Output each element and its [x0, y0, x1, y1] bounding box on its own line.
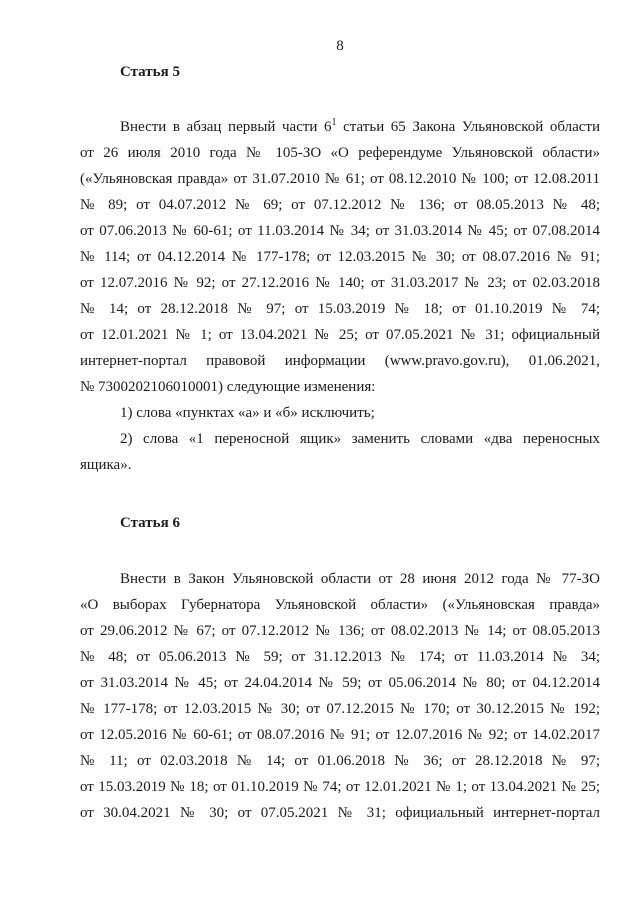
article-5-line-4: № 89; от 04.07.2012 № 69; от 07.12.2012 № 136; от 08.05.2013 № 48;: [80, 197, 600, 213]
article-5-line-7: от 12.07.2016 № 92; от 27.12.2016 № 140; от 31.03.2017 № 23; от 02.03.2018: [80, 275, 600, 291]
article-5-body: [80, 114, 600, 400]
article-5-heading: Статья 5: [120, 64, 180, 80]
article-6-line-3: от 29.06.2012 № 67; от 07.12.2012 № 136; от 08.02.2013 № 14; от 08.05.2013: [80, 623, 600, 639]
article-5-line-3: («Ульяновская правда» от 31.07.2010 № 61; от 08.12.2010 № 100; от 12.08.2011: [80, 171, 600, 187]
article-6-line-1: Внести в Закон Ульяновской области от 28 июня 2012 года № 77-ЗО: [120, 571, 600, 587]
article-6-line-2: «О выборах Губернатора Ульяновской области» («Ульяновская правда»: [80, 597, 600, 613]
article-5-line-5: от 07.06.2013 № 60-61; от 11.03.2014 № 34; от 31.03.2014 № 45; от 07.08.2014: [80, 223, 600, 239]
article-6-body: [80, 566, 600, 826]
article-6-line-10: от 30.04.2021 № 30; от 07.05.2021 № 31; официальный интернет-портал: [80, 805, 600, 821]
article-6-line-6: № 177-178; от 12.03.2015 № 30; от 07.12.2015 № 170; от 30.12.2015 № 192;: [80, 701, 600, 717]
article-5-line-8: № 14; от 28.12.2018 № 97; от 15.03.2019 № 18; от 01.10.2019 № 74;: [80, 301, 600, 317]
article-6-line-7: от 12.05.2016 № 60-61; от 08.07.2016 № 91; от 12.07.2016 № 92; от 14.02.2017: [80, 727, 600, 743]
article-6-line-9: от 15.03.2019 № 18; от 01.10.2019 № 74; от 12.01.2021 № 1; от 13.04.2021 № 25;: [80, 779, 600, 795]
article-5-item-2: [80, 426, 600, 478]
article-5-line-10: интернет-портал правовой информации (www.pravo.gov.ru), 01.06.2021,: [80, 353, 600, 369]
article-5-line-1: Внести в абзац первый части $6^1$ статьи 65 Закона Ульяновской области: [120, 117, 600, 135]
article-6-line-8: № 11; от 02.03.2018 № 14; от 01.06.2018 № 36; от 28.12.2018 № 97;: [80, 753, 600, 769]
article-5-item-1: 1) слова «пунктах «а» и «б» исключить;: [120, 405, 375, 421]
page-number: 8: [336, 38, 344, 54]
article-5-line-9: от 12.01.2021 № 1; от 13.04.2021 № 25; от 07.05.2021 № 31; официальный: [80, 327, 600, 343]
article-6-heading: Статья 6: [120, 515, 180, 531]
article-6-line-4: № 48; от 05.06.2013 № 59; от 31.12.2013 № 174; от 11.03.2014 № 34;: [80, 649, 600, 665]
article-6-line-5: от 31.03.2014 № 45; от 24.04.2014 № 59; от 05.06.2014 № 80; от 04.12.2014: [80, 675, 600, 691]
article-5-line-6: № 114; от 04.12.2014 № 177-178; от 12.03.2015 № 30; от 08.07.2016 № 91;: [80, 249, 600, 265]
article-5-item-2-line-1: 2) слова «1 переносной ящик» заменить словами «два переносных: [120, 431, 600, 447]
article-5-line-2: от 26 июля 2010 года № 105-ЗО «О референдуме Ульяновской области»: [80, 145, 600, 161]
article-5-line-11: № 7300202106010001) следующие изменения:: [80, 379, 376, 395]
article-5-item-2-line-2: ящика».: [80, 457, 132, 473]
